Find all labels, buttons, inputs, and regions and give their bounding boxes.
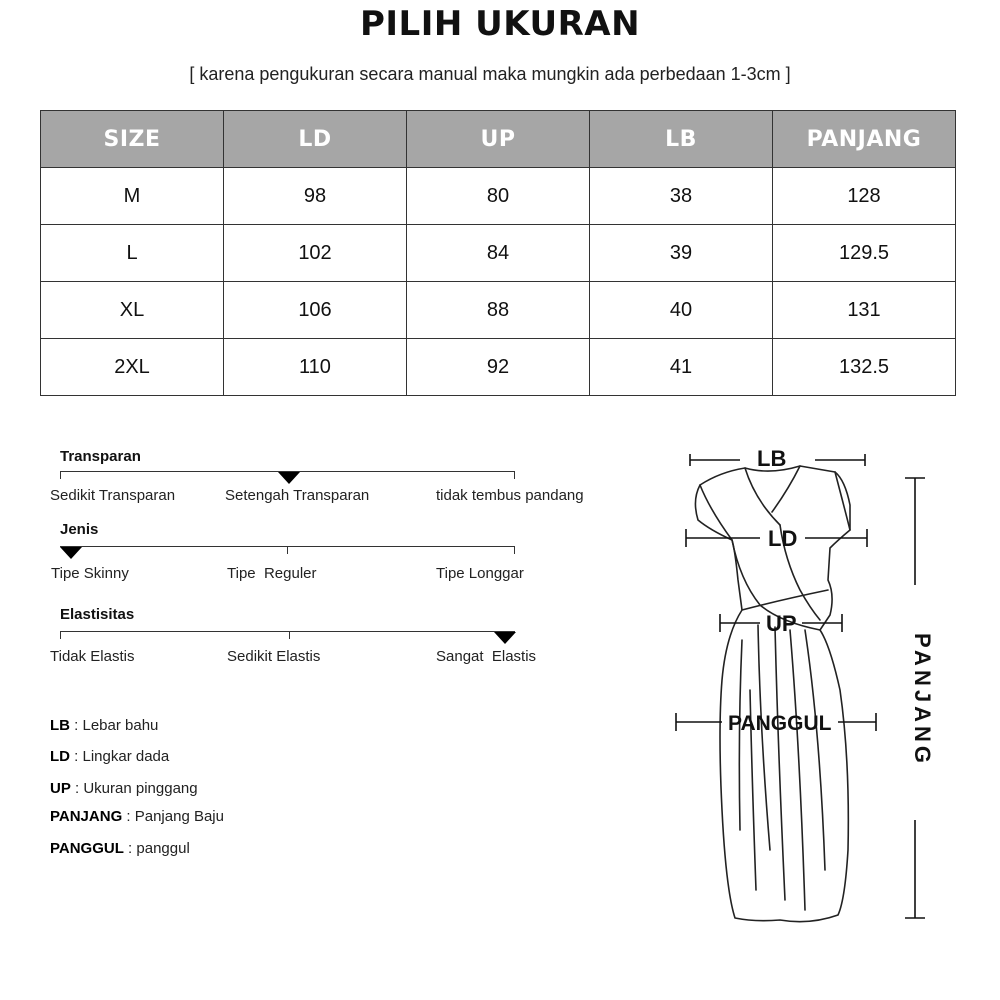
legend-desc: : panggul xyxy=(123,840,190,857)
header-panjang: PANJANG xyxy=(773,111,956,168)
header-ld: LD xyxy=(224,111,407,168)
transparan-title: Transparan xyxy=(60,448,141,465)
legend-key: PANGGUL xyxy=(50,840,124,857)
header-lb: LB xyxy=(590,111,773,168)
header-up: UP xyxy=(407,111,590,168)
legend-item xyxy=(50,748,169,765)
legend-key: PANJANG xyxy=(50,808,123,825)
page-title: PILIH UKURAN xyxy=(359,4,641,44)
cell-lb: 41 xyxy=(590,339,773,396)
elastisitas-label: Sangat Elastis xyxy=(436,648,537,665)
legend-desc: : Lingkar dada xyxy=(70,748,170,765)
elastisitas-line xyxy=(60,631,515,632)
cell-panjang: 128 xyxy=(773,168,956,225)
ld-label: LD xyxy=(768,526,798,551)
cell-size: 2XL xyxy=(41,339,224,396)
cell-ld: 106 xyxy=(224,282,407,339)
scale-tick xyxy=(514,471,515,479)
elastisitas-label: Tidak Elastis xyxy=(50,648,135,665)
legend-item xyxy=(50,840,190,857)
transparan-label: Sedikit Transparan xyxy=(50,487,176,504)
cell-panjang: 132.5 xyxy=(773,339,956,396)
cell-panjang: 129.5 xyxy=(773,225,956,282)
table-row xyxy=(41,168,956,225)
elastisitas-marker xyxy=(494,632,516,644)
lb-label: LB xyxy=(757,446,787,471)
scale-tick xyxy=(60,471,61,479)
legend-key: LD xyxy=(50,748,70,765)
scale-tick xyxy=(514,546,515,554)
panggul-label: PANGGUL xyxy=(728,712,832,735)
cell-up: 88 xyxy=(407,282,590,339)
transparan-label: tidak tembus pandang xyxy=(436,487,584,504)
cell-lb: 38 xyxy=(590,168,773,225)
legend-desc: : Lebar bahu xyxy=(70,717,159,734)
scale-tick xyxy=(289,631,290,639)
cell-up: 92 xyxy=(407,339,590,396)
cell-up: 80 xyxy=(407,168,590,225)
cell-size: XL xyxy=(41,282,224,339)
legend-item xyxy=(50,780,198,797)
legend-desc: : Panjang Baju xyxy=(122,808,224,825)
jenis-label: Tipe Reguler xyxy=(227,565,317,582)
cell-lb: 39 xyxy=(590,225,773,282)
legend-desc: : Ukuran pinggang xyxy=(70,780,198,797)
jenis-label: Tipe Longgar xyxy=(436,565,524,582)
cell-lb: 40 xyxy=(590,282,773,339)
cell-up: 84 xyxy=(407,225,590,282)
legend-key: LB xyxy=(50,717,70,734)
up-label: UP xyxy=(766,611,797,636)
legend-key: UP xyxy=(50,780,71,797)
legend-item xyxy=(50,808,224,825)
dress-diagram xyxy=(660,430,960,930)
jenis-label: Tipe Skinny xyxy=(51,565,129,582)
legend-item xyxy=(50,717,158,734)
cell-size: M xyxy=(41,168,224,225)
cell-ld: 102 xyxy=(224,225,407,282)
cell-size: L xyxy=(41,225,224,282)
elastisitas-label: Sedikit Elastis xyxy=(227,648,321,665)
jenis-marker xyxy=(60,547,82,559)
panjang-label: PANJANG xyxy=(910,633,935,767)
jenis-title: Jenis xyxy=(60,521,99,538)
table-header-row xyxy=(41,111,956,168)
transparan-marker xyxy=(278,472,300,484)
cell-panjang: 131 xyxy=(773,282,956,339)
elastisitas-title: Elastisitas xyxy=(60,606,135,623)
table-row xyxy=(41,339,956,396)
size-table xyxy=(40,110,956,396)
transparan-label: Setengah Transparan xyxy=(225,487,370,504)
measurement-note: [ karena pengukuran secara manual maka mungkin ada perbedaan 1-3cm ] xyxy=(189,64,791,84)
header-size: SIZE xyxy=(41,111,224,168)
scale-tick xyxy=(60,631,61,639)
scale-tick xyxy=(287,546,288,554)
cell-ld: 98 xyxy=(224,168,407,225)
cell-ld: 110 xyxy=(224,339,407,396)
table-row xyxy=(41,225,956,282)
table-row xyxy=(41,282,956,339)
